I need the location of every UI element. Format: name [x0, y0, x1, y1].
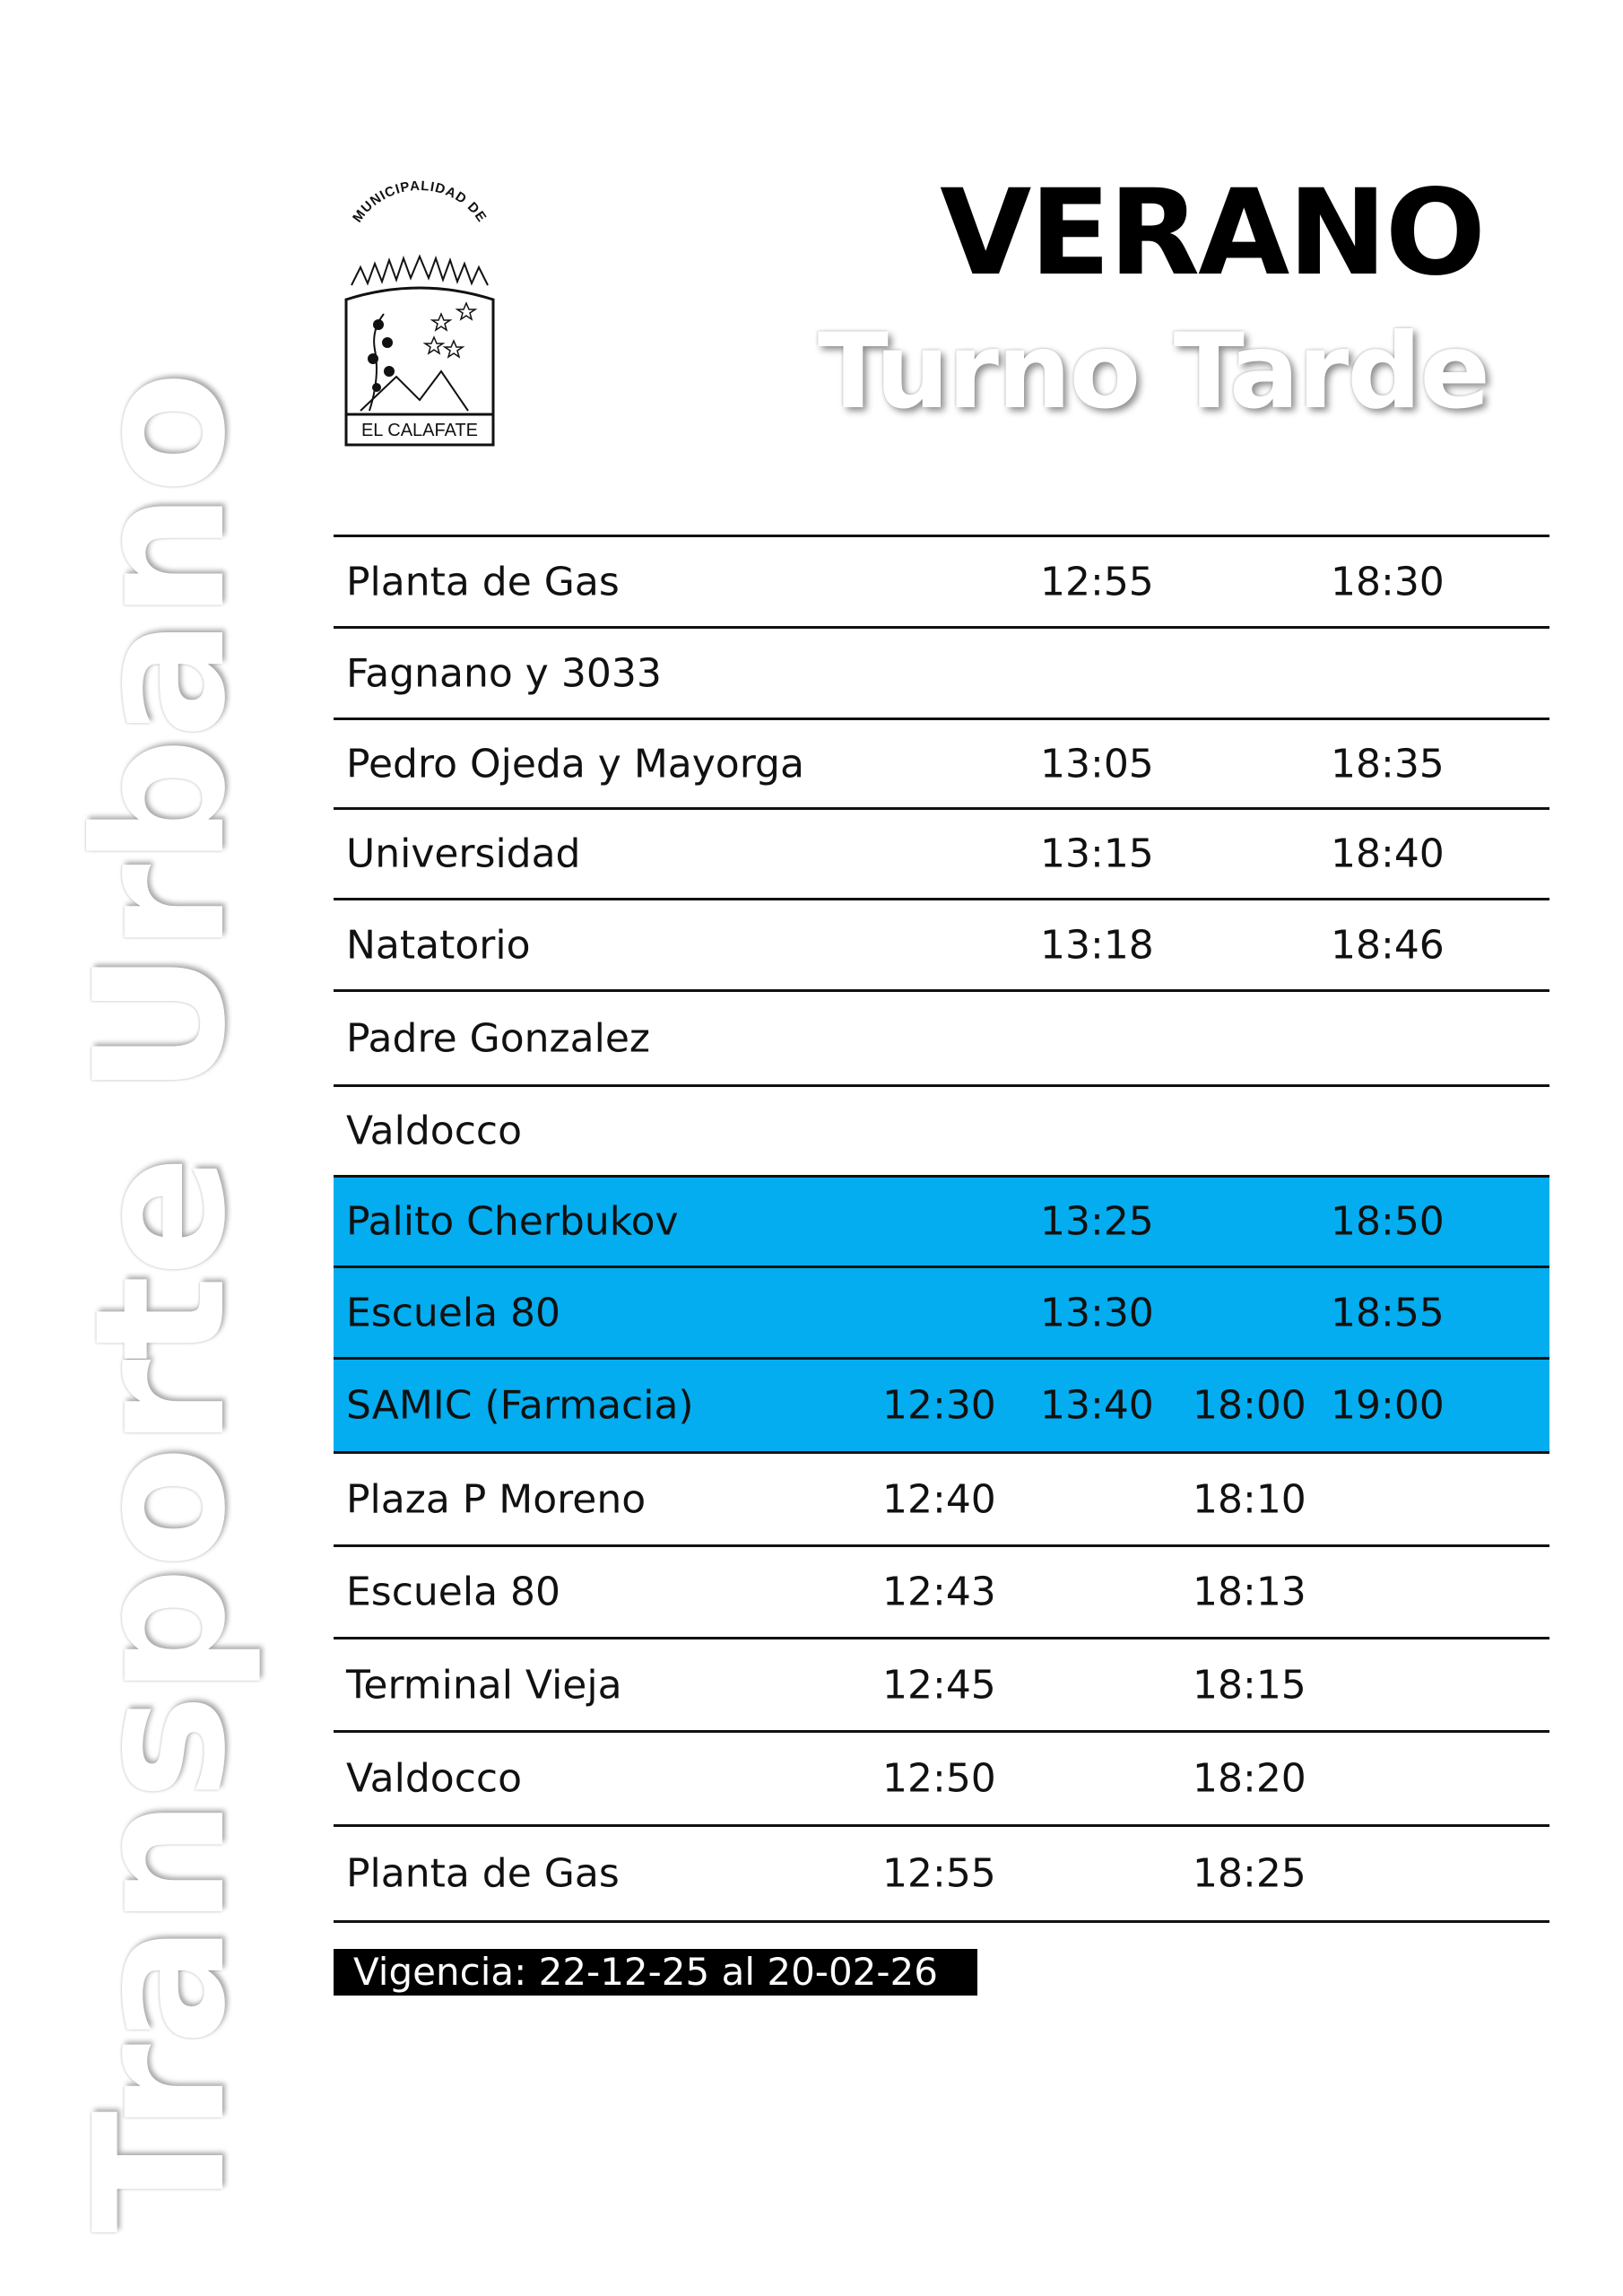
crest-icon: [334, 179, 506, 448]
table-row: [334, 992, 1549, 1087]
departure-time: 19:00: [1331, 1382, 1445, 1429]
departure-time: 12:43: [882, 1569, 996, 1615]
logo-top-text: MUNICIPALIDAD DE: [350, 179, 490, 226]
table-row: [334, 1454, 1549, 1547]
table-row: [334, 1639, 1549, 1733]
table-row: [334, 629, 1549, 720]
validity-badge: Vigencia: 22-12-25 al 20-02-26: [334, 1949, 977, 1996]
table-row: [334, 1268, 1549, 1360]
logo-bottom-text: EL CALAFATE: [360, 421, 479, 440]
departure-time: 13:05: [1040, 741, 1154, 787]
stop-name: Escuela 80: [346, 1290, 561, 1335]
departure-time: 12:50: [882, 1755, 996, 1802]
season-heading: VERANO: [940, 164, 1484, 302]
municipal-logo: [334, 179, 506, 448]
departure-time: 13:25: [1040, 1198, 1154, 1245]
table-row: [334, 1827, 1549, 1923]
departure-time: 18:15: [1193, 1662, 1306, 1708]
departure-time: 12:30: [882, 1382, 996, 1429]
stop-name: Natatorio: [346, 922, 531, 968]
departure-time: 18:00: [1193, 1382, 1306, 1429]
stop-name: Fagnano y 3033: [346, 650, 662, 696]
stop-name: Valdocco: [346, 1108, 523, 1154]
side-title-text: Transporte Urbano: [56, 372, 265, 2233]
stop-name: Universidad: [346, 831, 581, 877]
departure-time: 18:10: [1193, 1476, 1306, 1522]
departure-time: 18:55: [1331, 1290, 1445, 1335]
stop-name: Pedro Ojeda y Mayorga: [346, 741, 804, 787]
stop-name: Valdocco: [346, 1755, 523, 1802]
stop-name: Plaza P Moreno: [346, 1476, 647, 1522]
stop-name: Terminal Vieja: [346, 1662, 622, 1708]
stop-name: Padre Gonzalez: [346, 1015, 650, 1061]
table-row: [334, 1178, 1549, 1268]
departure-time: 18:25: [1193, 1850, 1306, 1897]
departure-time: 13:30: [1040, 1290, 1154, 1335]
departure-time: 18:40: [1331, 831, 1445, 877]
departure-time: 12:45: [882, 1662, 996, 1708]
table-row: [334, 1360, 1549, 1454]
table-row: [334, 720, 1549, 810]
table-row: [334, 900, 1549, 992]
shift-heading: Turno Tarde: [817, 311, 1488, 432]
stop-name: SAMIC (Farmacia): [346, 1382, 694, 1429]
departure-time: 18:30: [1331, 559, 1445, 604]
table-row: [334, 810, 1549, 900]
departure-time: 18:13: [1193, 1569, 1306, 1615]
departure-time: 12:55: [882, 1850, 996, 1897]
departure-time: 12:55: [1040, 559, 1154, 604]
departure-time: 13:18: [1040, 922, 1154, 968]
table-row: [334, 1087, 1549, 1178]
departure-time: 12:40: [882, 1476, 996, 1522]
departure-time: 13:15: [1040, 831, 1154, 877]
departure-time: 13:40: [1040, 1382, 1154, 1429]
stop-name: Planta de Gas: [346, 559, 620, 604]
table-row: [334, 1547, 1549, 1639]
departure-time: 18:20: [1193, 1755, 1306, 1802]
schedule-table: [334, 535, 1549, 1923]
table-row: [334, 537, 1549, 629]
side-title: [36, 0, 269, 2296]
departure-time: 18:50: [1331, 1198, 1445, 1245]
stop-name: Escuela 80: [346, 1569, 561, 1615]
stop-name: Palito Cherbukov: [346, 1198, 679, 1245]
departure-time: 18:35: [1331, 741, 1445, 787]
stop-name: Planta de Gas: [346, 1850, 620, 1897]
departure-time: 18:46: [1331, 922, 1445, 968]
table-row: [334, 1733, 1549, 1827]
